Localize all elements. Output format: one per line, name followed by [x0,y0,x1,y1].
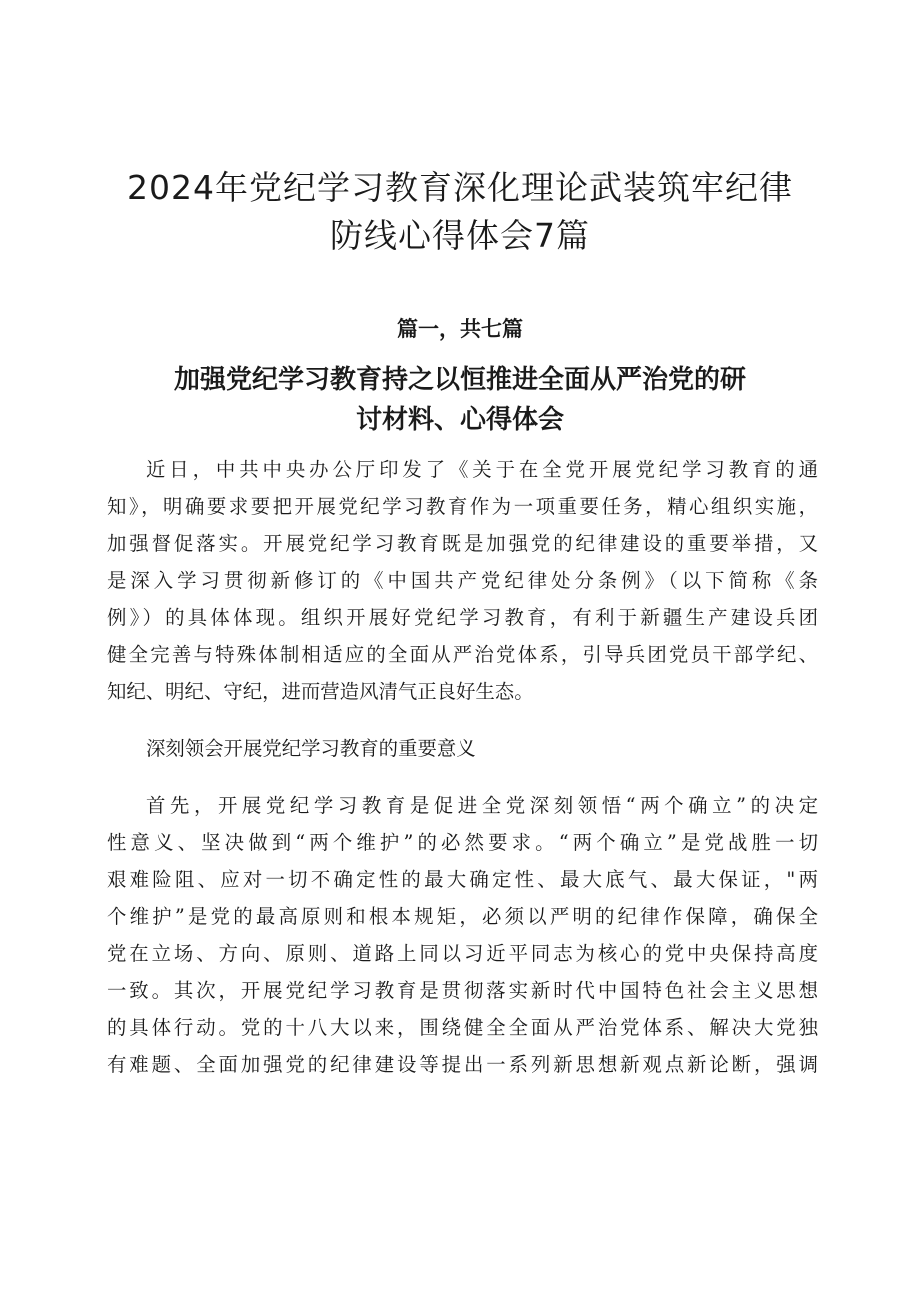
paragraph-2-line: 性意义、坚决做到“两个维护”的必然要求。“两个确立”是党战胜一切 [107,831,818,854]
paragraph-2-line: 一致。其次，开展党纪学习教育是贯彻落实新时代中国特色社会主义思想 [107,979,818,1002]
paragraph-1-line: 加强督促落实。开展党纪学习教育既是加强党的纪律建设的重要举措，又 [107,532,818,555]
article-title-line-1: 加强党纪学习教育持之以恒推进全面从严治党的研 [173,365,746,395]
section-label: 篇一，共七篇 [397,316,523,341]
document-title-line-1: 2024年党纪学习教育深化理论武装筑牢纪律 [127,168,793,207]
document-title-line-2: 防线心得体会7篇 [330,216,590,255]
article-title-line-2: 讨材料、心得体会 [355,405,564,435]
paragraph-2-line: 个维护”是党的最高原则和根本规矩，必须以严明的纪律作保障，确保全 [107,905,818,928]
paragraph-1-line: 例》）的具体体现。组织开展好党纪学习教育，有利于新疆生产建设兵团 [107,606,818,629]
paragraph-2-line: 党在立场、方向、原则、道路上同以习近平同志为核心的党中央保持高度 [107,942,818,965]
paragraph-1-line: 知纪、明纪、守纪，进而营造风清气正良好生态。 [107,680,534,703]
paragraph-2-line: 艰难险阻、应对一切不确定性的最大确定性、最大底气、最大保证，"两 [107,868,818,891]
paragraph-2-line: 首先，开展党纪学习教育是促进全党深刻领悟“两个确立”的决定 [146,794,818,817]
paragraph-2-line: 的具体行动。党的十八大以来，围绕健全全面从严治党体系、解决大党独 [107,1016,818,1039]
section-heading: 深刻领会开展党纪学习教育的重要意义 [146,737,476,760]
paragraph-1-line: 是深入学习贯彻新修订的《中国共产党纪律处分条例》（以下简称《条 [107,569,818,592]
paragraph-1-line: 健全完善与特殊体制相适应的全面从严治党体系，引导兵团党员干部学纪、 [107,643,818,666]
paragraph-2-line: 有难题、全面加强党的纪律建设等提出一系列新思想新观点新论断，强调 [107,1053,818,1076]
paragraph-1-line: 知》，明确要求要把开展党纪学习教育作为一项重要任务，精心组织实施， [107,495,818,518]
paragraph-1-line: 近日，中共中央办公厅印发了《关于在全党开展党纪学习教育的通 [146,458,818,481]
